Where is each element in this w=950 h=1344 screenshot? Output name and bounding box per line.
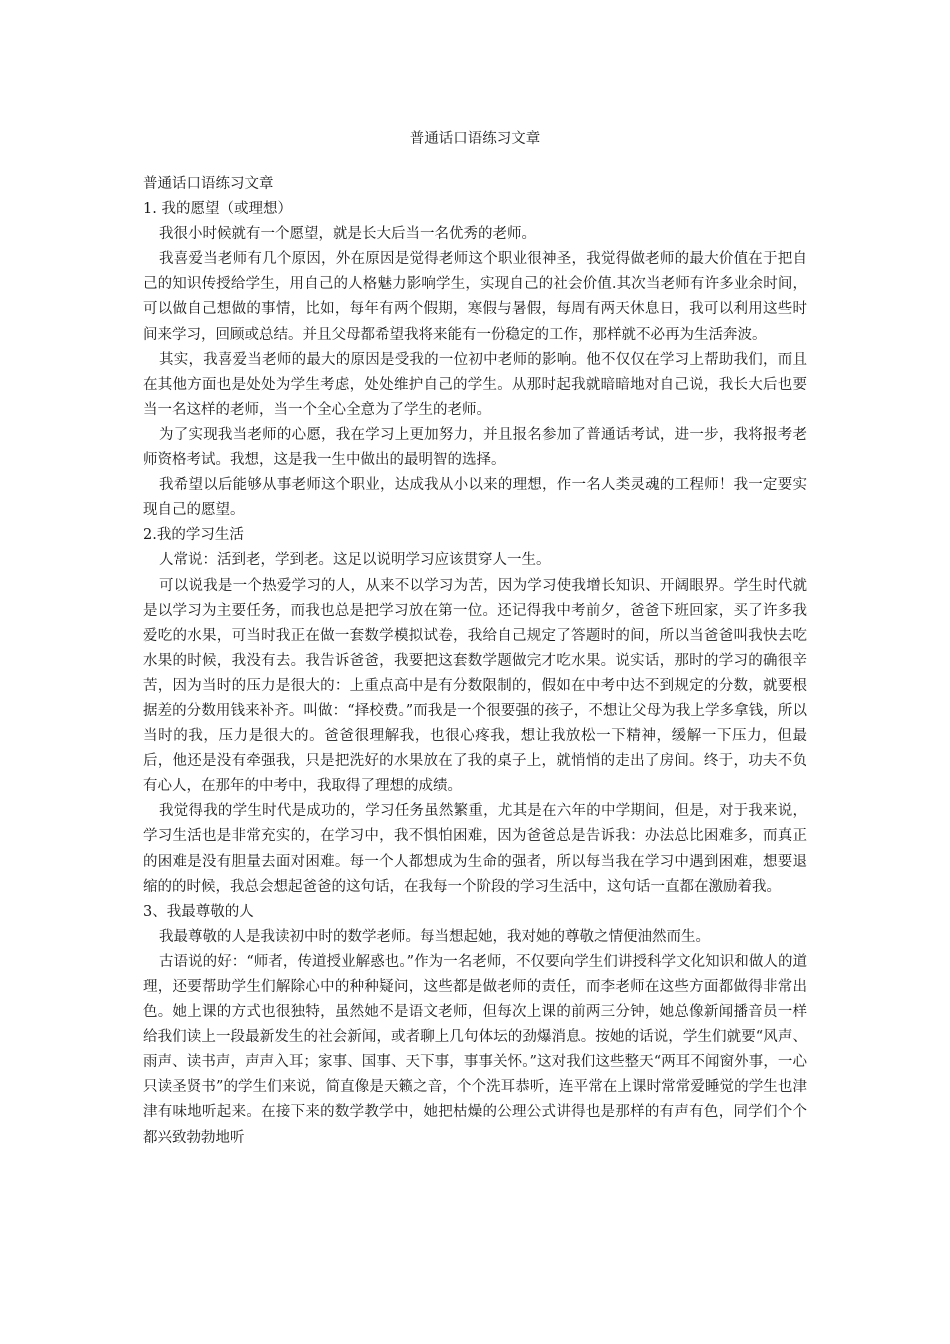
document-title: 普通话口语练习文章 [409, 131, 541, 147]
paragraph: 我喜爱当老师有几个原因，外在原因是觉得老师这个职业很神圣，我觉得做老师的最大价值在于把自己的知识传授给学生，用自己的人格魅力影响学生，实现自己的社会价值.其次当老师有许多业余时间，可以做自己想做的事情，比如，每年有两个假期，寒假与暑假，每周有两天休息日，我可以利用这些时间来学习，回顾或总结。并且父母都希望我将来能有一份稳定的工作，那样就不必再为生活奔波。 [143, 251, 807, 343]
section-heading: 1. 我的愿望（或理想） [143, 201, 292, 218]
paragraph: 为了实现我当老师的心愿，我在学习上更加努力，并且报名参加了普通话考试，进一步，我将报考老师资格考试。我想，这是我一生中做出的最明智的选择。 [143, 426, 807, 469]
section-heading: 3、我最尊敬的人 [143, 903, 254, 920]
paragraph: 我觉得我的学生时代是成功的，学习任务虽然繁重，尤其是在六年的中学期间，但是，对于我来说，学习生活也是非常充实的，在学习中，我不惧怕困难，因为爸爸总是告诉我：办法总比困难多，而真正的困难是没有胆量去面对困难。每一个人都想成为生命的强者，所以每当我在学习中遇到困难，想要退缩的的时候，我总会想起爸爸的这句话，在我每一个阶段的学习生活中，这句话一直都在激励着我。 [143, 803, 807, 895]
paragraph: 古语说的好：“师者，传道授业解惑也。”作为一名老师，不仅要向学生们讲授科学文化知识和做人的道理，还要帮助学生们解除心中的种种疑问，这些都是做老师的责任，而李老师在这些方面都做得非常出色。她上课的方式也很独特，虽然她不是语文老师，但每次上课的前两三分钟，她总像新闻播音员一样给我们读上一段最新发生的社会新闻，或者聊上几句体坛的劲爆消息。按她的话说，学生们就要“风声、雨声、读书声，声声入耳；家事、国事、天下事，事事关怀。”这对我们这些整天“两耳不闻窗外事，一心只读圣贤书”的学生们来说，简直像是天籁之音，个个洗耳恭听，连平常在上课时常常爱睡觉的学生也津津有味地听起来。在接下来的数学教学中，她把枯燥的公理公式讲得也是那样的有声有色，同学们个个都兴致勃勃地听 [143, 953, 807, 1146]
section-heading: 2.我的学习生活 [143, 527, 244, 544]
paragraph: 人常说：活到老，学到老。这足以说明学习应该贯穿人一生。 [159, 552, 551, 569]
paragraph: 其实，我喜爱当老师的最大的原因是受我的一位初中老师的影响。他不仅仅在学习上帮助我们，而且在其他方面也是处处为学生考虑，处处维护自己的学生。从那时起我就暗暗地对自己说，我长大后也要当一名这样的老师，当一个全心全意为了学生的老师。 [143, 351, 807, 418]
paragraph: 我很小时候就有一个愿望，就是长大后当一名优秀的老师。 [159, 226, 536, 243]
document-subtitle: 普通话口语练习文章 [143, 176, 274, 192]
document-body [143, 172, 807, 1151]
paragraph: 可以说我是一个热爱学习的人，从来不以学习为苦，因为学习使我增长知识、开阔眼界。学生时代就是以学习为主要任务，而我也总是把学习放在第一位。还记得我中考前夕，爸爸下班回家，买了许多我爱吃的水果，可当时我正在做一套数学模拟试卷，我给自己规定了答题时的间，所以当爸爸叫我快去吃水果的时候，我没有去。我告诉爸爸，我要把这套数学题做完才吃水果。说实话，那时的学习的确很辛苦，因为当时的压力是很大的：上重点高中是有分数限制的，假如在中考中达不到规定的分数，就要根据差的分数用钱来补齐。叫做：“择校费。”而我是一个很要强的孩子，不想让父母为我上学多拿钱，所以当时的我，压力是很大的。爸爸很理解我，也很心疼我，想让我放松一下精神，缓解一下压力，但最后，他还是没有牵强我，只是把洗好的水果放在了我的桌子上，就悄悄的走出了房间。终于，功夫不负有心人，在那年的中考中，我取得了理想的成绩。 [143, 577, 807, 795]
paragraph: 我最尊敬的人是我读初中时的数学老师。每当想起她，我对她的尊敬之情便油然而生。 [159, 928, 710, 945]
paragraph: 我希望以后能够从事老师这个职业，达成我从小以来的理想，作一名人类灵魂的工程师！我一定要实现自己的愿望。 [143, 477, 807, 519]
